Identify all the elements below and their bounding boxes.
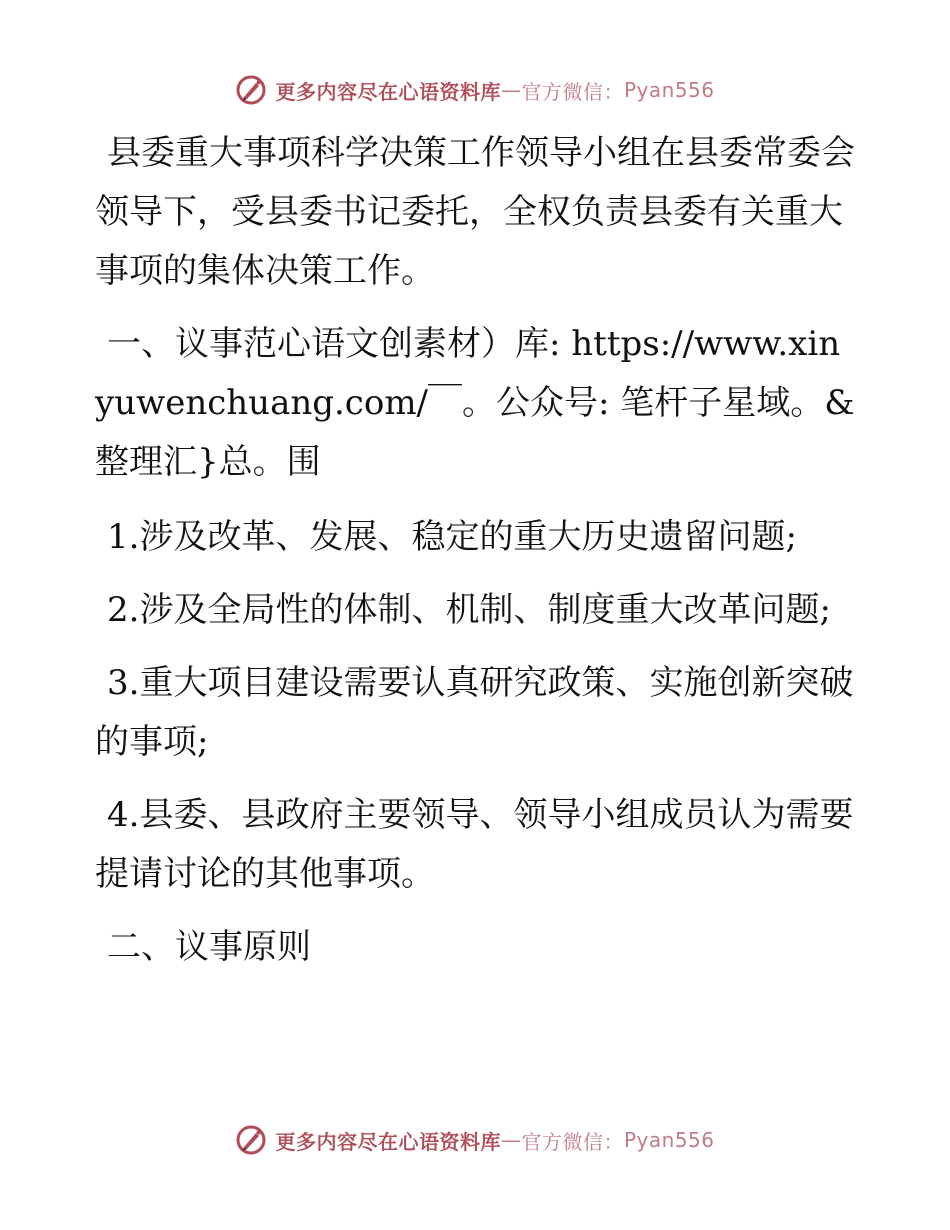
paragraph-intro: 县委重大事项科学决策工作领导小组在县委常委会领导下，受县委书记委托，全权负责县委有关重大事项的集体决策工作。 bbox=[95, 133, 855, 291]
pen-circle-icon bbox=[235, 1124, 267, 1156]
watermark-separator: — bbox=[500, 78, 522, 102]
pen-circle-icon bbox=[235, 74, 267, 106]
watermark-separator: — bbox=[500, 1128, 522, 1152]
watermark-primary-text: 更多内容尽在心语资料库 bbox=[275, 79, 501, 104]
watermark-text bbox=[275, 76, 714, 105]
watermark-header bbox=[0, 68, 950, 112]
list-item-1: 1.涉及改革、发展、稳定的重大历史遗留问题; bbox=[107, 517, 797, 557]
list-item-4: 4.县委、县政府主要领导、领导小组成员认为需要提请讨论的其他事项。 bbox=[95, 795, 854, 894]
watermark-wechat-id: Pyan556 bbox=[623, 78, 715, 102]
watermark-secondary-text: 官方微信： bbox=[521, 1129, 624, 1154]
watermark-secondary-text: 官方微信： bbox=[521, 79, 624, 104]
watermark-wechat-id: Pyan556 bbox=[623, 1128, 715, 1152]
list-item-2: 2.涉及全局性的体制、机制、制度重大改革问题; bbox=[107, 590, 831, 630]
paragraph-section-one: 一、议事范心语文创素材）库: https://www.xinyuwenchuang.com/￣。公众号: 笔杆子星域。&整理汇}总。围 bbox=[95, 324, 855, 482]
list-item-3: 3.重大项目建设需要认真研究政策、实施创新突破的事项; bbox=[95, 663, 854, 762]
watermark-primary-text: 更多内容尽在心语资料库 bbox=[275, 1129, 501, 1154]
document-body bbox=[95, 124, 855, 977]
watermark-text bbox=[275, 1126, 714, 1155]
watermark-footer bbox=[0, 1118, 950, 1162]
section-two-heading: 二、议事原则 bbox=[107, 927, 311, 967]
